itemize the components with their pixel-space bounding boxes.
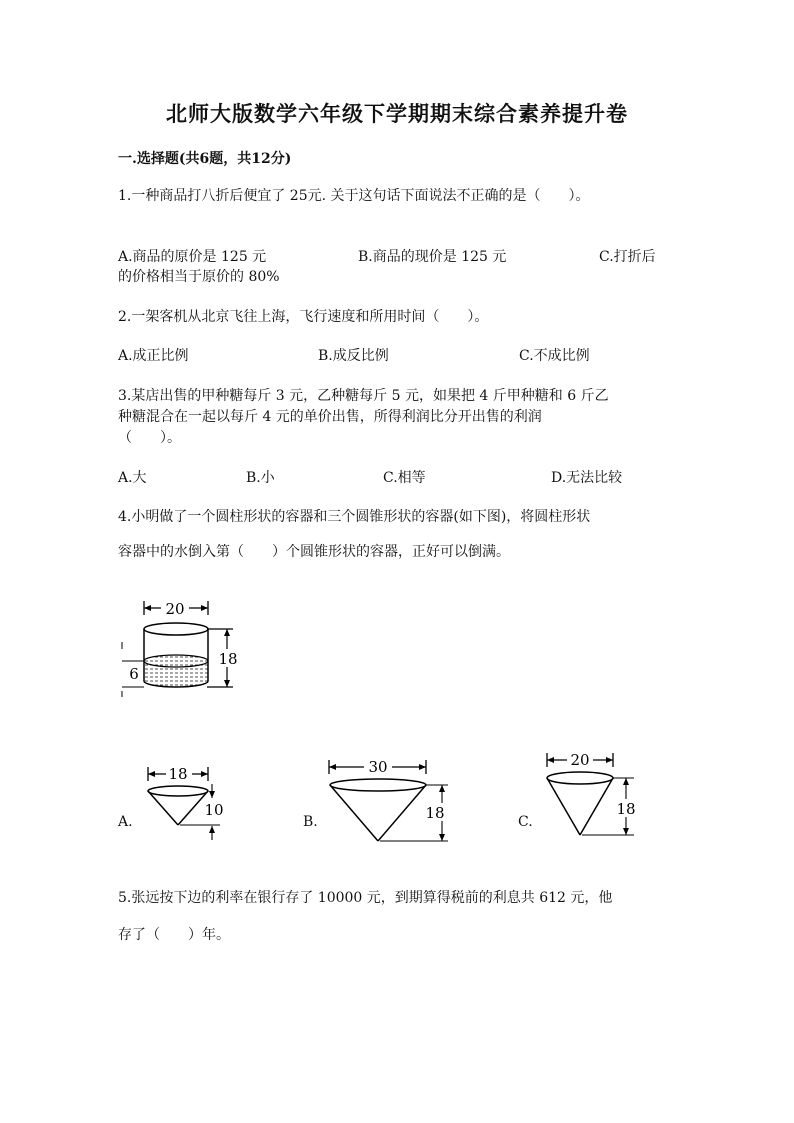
question-1-stem: 1.一种商品打八折后便宜了 25元. 关于这句话下面说法不正确的是（ ）。 xyxy=(118,188,590,204)
cone-a-height-label: 10 xyxy=(204,801,224,819)
cone-b-label[interactable]: B. xyxy=(303,814,318,830)
cone-a-figure xyxy=(140,760,240,850)
question-3-option-c[interactable]: C.相等 xyxy=(383,470,426,486)
question-3-option-d[interactable]: D.无法比较 xyxy=(551,470,623,486)
cone-b-diameter-label: 30 xyxy=(368,758,388,776)
question-2-option-a[interactable]: A.成正比例 xyxy=(118,348,189,364)
section-title: 一.选择题(共6题，共12分) xyxy=(118,151,292,167)
question-2-stem: 2.一架客机从北京飞往上海，飞行速度和所用时间（ ）。 xyxy=(118,309,489,325)
question-4-stem-line-1: 4.小明做了一个圆柱形状的容器和三个圆锥形状的容器(如下图)，将圆柱形状 xyxy=(118,509,591,525)
water-height-label: 6 xyxy=(129,665,139,683)
cylinder-height-label: 18 xyxy=(218,650,238,668)
question-1-option-b[interactable]: B.商品的现价是 125 元 xyxy=(358,249,507,265)
cone-c-diameter-label: 20 xyxy=(570,751,590,769)
question-3-stem-line-2: 种糖混合在一起以每斤 4 元的单价出售，所得利润比分开出售的利润 xyxy=(118,409,542,425)
question-1-option-c-continued: 的价格相当于原价的 80% xyxy=(118,269,280,285)
question-2-option-b[interactable]: B.成反比例 xyxy=(318,348,389,364)
cone-a-diameter-label: 18 xyxy=(168,765,188,783)
question-5-stem-line-1: 5.张远按下边的利率在银行存了 10000 元，到期算得税前的利息共 612 元，他 xyxy=(118,890,613,906)
question-1-option-c[interactable]: C.打折后 xyxy=(599,249,656,265)
cone-c-height-label: 18 xyxy=(616,800,636,818)
question-3-stem-line-1: 3.某店出售的甲种糖每斤 3 元，乙种糖每斤 5 元，如果把 4 斤甲种糖和 6 斤乙 xyxy=(118,388,609,404)
cone-c-label[interactable]: C. xyxy=(518,814,533,830)
question-3-stem-line-3: （ ）。 xyxy=(118,430,181,446)
question-3-option-a[interactable]: A.大 xyxy=(118,470,147,486)
question-1-option-a[interactable]: A.商品的原价是 125 元 xyxy=(118,249,267,265)
cone-b-height-label: 18 xyxy=(425,804,445,822)
cylinder-diameter-label: 20 xyxy=(165,600,185,618)
page-title: 北师大版数学六年级下学期期末综合素养提升卷 xyxy=(166,101,628,126)
cone-a-label[interactable]: A. xyxy=(118,814,133,830)
cylinder-figure xyxy=(115,595,245,705)
cone-c-figure xyxy=(540,748,650,843)
question-5-stem-line-2: 存了（ ）年。 xyxy=(118,927,230,943)
cone-b-figure xyxy=(322,755,452,850)
question-2-option-c[interactable]: C.不成比例 xyxy=(519,348,590,364)
question-3-option-b[interactable]: B.小 xyxy=(246,470,275,486)
question-4-stem-line-2: 容器中的水倒入第（ ）个圆锥形状的容器，正好可以倒满。 xyxy=(118,544,510,560)
